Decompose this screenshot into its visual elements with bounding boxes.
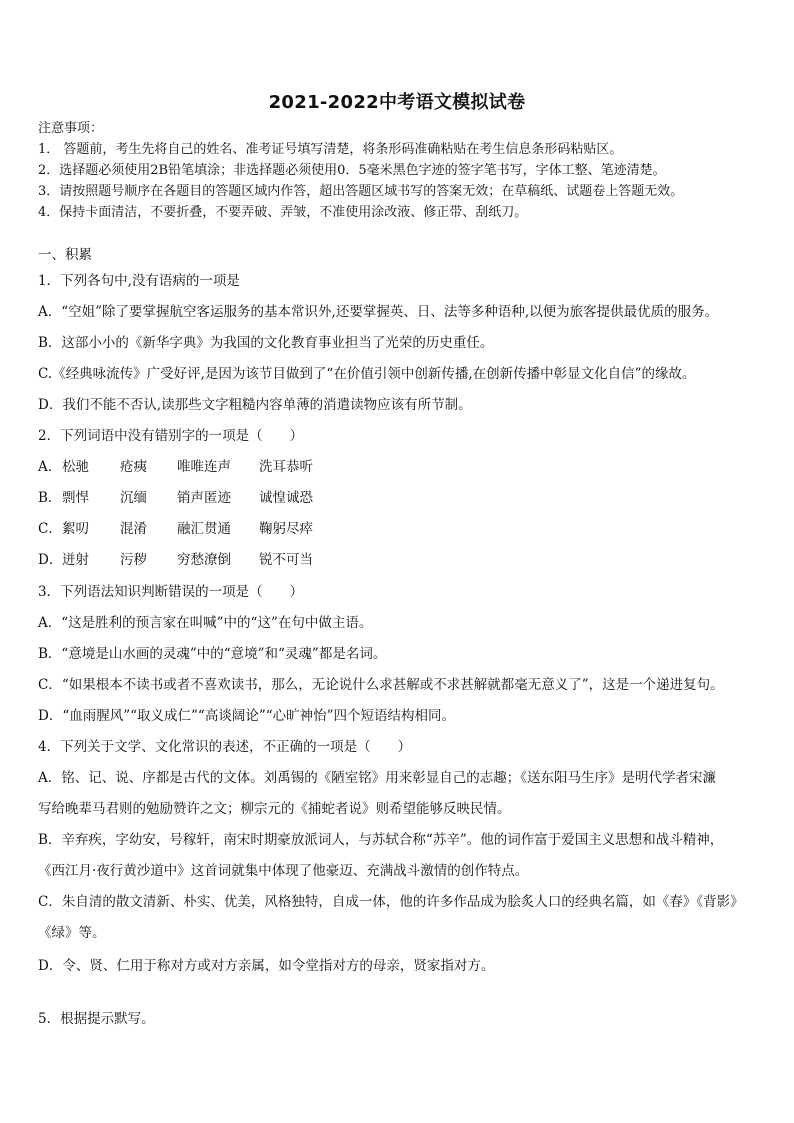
q4-option-b-cont: 《西江月·夜行黄沙道中》这首词就集中体现了他豪迈、充满战斗激情的创作特点。: [38, 863, 529, 879]
q2-option-c: [38, 520, 349, 538]
q1-option-d: D．我们不能不否认,读那些文字粗糙内容单薄的消遣读物应该有所节制。: [38, 397, 472, 413]
q4-option-d: D．令、贤、仁用于称对方或对方亲属，如令堂指对方的母亲，贤家指对方。: [38, 958, 495, 974]
q1-option-a: A．“空姐”除了要掌握航空客运服务的基本常识外,还要掌握英、日、法等多种语种,以便为旅客提供最优质的服务。: [38, 304, 719, 320]
option-word: 疮痍: [120, 459, 147, 475]
q4-option-a: A．铭、记、说、序都是古代的文体。刘禹锡的《陋室铭》用来彰显自己的志趣；《送东阳马生序》是明代学者宋濂: [38, 770, 716, 786]
notice-item-4: 4．保持卡面清洁，不要折叠，不要弄破、弄皱，不准使用涂改液、修正带、刮纸刀。: [38, 205, 528, 220]
option-key: D．: [38, 552, 63, 568]
q3-option-b: B．“意境是山水画的灵魂”中的“意境”和“灵魂”都是名词。: [38, 646, 387, 662]
q1-option-b: B．这部小小的《新华字典》为我国的文化教育事业担当了光荣的历史重任。: [38, 335, 494, 351]
q3-option-d: D．“血雨腥风”“取义成仁”“高谈阔论”“心旷神怡”四个短语结构相同。: [38, 708, 456, 724]
q1-stem: 1．下列各句中,没有语病的一项是: [38, 273, 240, 289]
option-key: A．: [38, 459, 62, 475]
q4-stem: 4．下列关于文学、文化常识的表述，不正确的一项是（ ）: [38, 739, 412, 755]
q2-option-b: [38, 489, 349, 507]
q5-stem: 5．根据提示默写。: [38, 1011, 155, 1027]
q3-option-a: A．“这是胜利的预言家在叫喊”中的“这”在句中做主语。: [38, 615, 373, 631]
option-word: 剽悍: [62, 490, 89, 506]
option-word: 诚惶诚恐: [259, 490, 313, 506]
option-word: 污秽: [120, 552, 147, 568]
option-word: 混淆: [120, 521, 147, 537]
option-key: B．: [38, 490, 62, 506]
notice-item-3: 3．请按照题号顺序在各题目的答题区域内作答，超出答题区域书写的答案无效；在草稿纸、试题卷上答题无效。: [38, 184, 684, 199]
page-title: 2021-2022中考语文模拟试卷: [268, 92, 526, 113]
option-word: 融汇贯通: [177, 521, 231, 537]
q4-option-a-cont: 写给晚辈马君则的勉励赞许之文；柳宗元的《捕蛇者说》则希望能够反映民情。: [38, 801, 511, 817]
q1-option-c: C.《经典咏流传》广受好评,是因为该节目做到了“在价值引领中创新传播,在创新传播中彰显文化自信”的缘故。: [38, 366, 696, 382]
notice-item-2: 2．选择题必须使用2B铅笔填涂；非选择题必须使用0．5毫米黑色字迹的签字笔书写，字体工整、笔迹清楚。: [38, 163, 666, 178]
notice-item-1: 1． 答题前，考生先将自己的姓名、准考证号填写清楚，将条形码准确粘贴在考生信息条形码粘贴区。: [38, 142, 623, 157]
q4-option-c: C．朱自清的散文清新、朴实、优美，风格独特，自成一体，他的许多作品成为脍炙人口的经典名篇，如《春》《背影》: [38, 894, 744, 910]
q3-option-c: C．“如果根本不读书或者不喜欢读书，那么，无论说什么求甚解或不求甚解就都毫无意义了”，这是一个递进复句。: [38, 677, 724, 693]
option-word: 洗耳恭听: [259, 459, 313, 475]
option-word: 沉缅: [120, 490, 147, 506]
q4-option-b: B．辛弃疾，字幼安，号稼轩，南宋时期豪放派词人，与苏轼合称“苏辛”。他的词作富于爱国主义思想和战斗精神，: [38, 832, 724, 848]
option-key: C．: [38, 521, 62, 537]
q2-stem: 2．下列词语中没有错别字的一项是（ ）: [38, 428, 304, 444]
option-word: 鞠躬尽瘁: [259, 521, 313, 537]
option-word: 穷愁潦倒: [177, 552, 231, 568]
q3-stem: 3．下列语法知识判断错误的一项是（ ）: [38, 584, 304, 600]
notice-heading: 注意事项：: [38, 121, 104, 136]
option-word: 唯唯连声: [177, 459, 231, 475]
q2-option-a: [38, 458, 349, 476]
q4-option-c-cont: 《绿》等。: [38, 925, 106, 941]
option-word: 销声匿迹: [177, 490, 231, 506]
option-word: 松驰: [62, 459, 89, 475]
section-heading: 一、积累: [38, 247, 92, 263]
option-word: 迸射: [62, 552, 89, 568]
option-word: 锐不可当: [259, 552, 313, 568]
option-word: 絮叨: [62, 521, 89, 537]
q2-option-d: [38, 551, 349, 569]
